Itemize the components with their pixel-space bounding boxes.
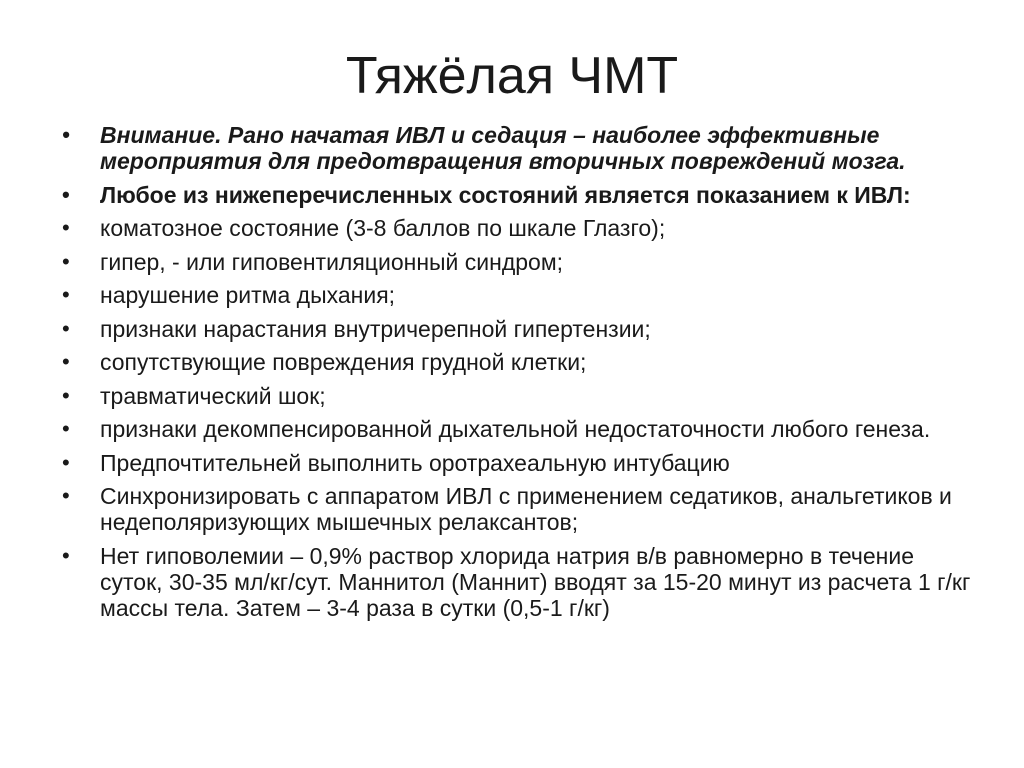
bullet-icon: •	[62, 416, 70, 441]
bullet-icon: •	[62, 282, 70, 307]
bullet-item	[62, 543, 982, 621]
bullet-item	[62, 416, 982, 442]
bullet-icon: •	[62, 181, 70, 207]
bullet-item	[62, 483, 982, 535]
bullet-icon: •	[62, 449, 70, 475]
bullet-item	[62, 383, 982, 409]
bullet-item-warning	[62, 122, 982, 174]
bullet-text: признаки декомпенсированной дыхательной недостаточности любого генеза.	[100, 416, 931, 442]
bullet-icon: •	[62, 315, 70, 341]
bullet-icon: •	[62, 122, 70, 147]
bullet-text: коматозное состояние (3-8 баллов по шкале Глазго);	[100, 215, 666, 241]
bullet-item	[62, 349, 982, 375]
bullet-item-indications	[62, 182, 982, 208]
bullet-text: травматический шок;	[100, 382, 326, 409]
bullet-list	[62, 122, 982, 628]
bullet-icon: •	[62, 483, 70, 508]
bullet-icon: •	[62, 215, 70, 240]
bullet-text: Синхронизировать с аппаратом ИВЛ с применением седатиков, анальгетиков и недеполяризующих мышечных релаксантов;	[100, 483, 952, 535]
bullet-text: гипер, - или гиповентиляционный синдром;	[100, 248, 564, 275]
bullet-text: Внимание. Рано начатая ИВЛ и седация – наиболее эффективные мероприятия для предотвращения вторичных повреждений мозга.	[100, 122, 906, 174]
bullet-text: Предпочтительней выполнить оротрахеальную интубацию	[100, 449, 730, 476]
bullet-text: признаки нарастания внутричерепной гипертензии;	[100, 315, 651, 342]
bullet-icon: •	[62, 542, 70, 568]
bullet-item	[62, 215, 982, 241]
bullet-icon: •	[62, 248, 70, 274]
slide-title: Тяжёлая ЧМТ	[345, 47, 679, 105]
bullet-item	[62, 450, 982, 476]
bullet-text: сопутствующие повреждения грудной клетки;	[100, 349, 587, 375]
bullet-icon: •	[62, 382, 70, 408]
bullet-text: Нет гиповолемии – 0,9% раствор хлорида натрия в/в равномерно в течение суток, 30-35 мл/кг/сут. Маннитол (Маннит) вводят за 15-20 минут из расчета 1 г/кг массы тела. Затем – 3-4 раза в сутки (0,5-1 г/кг)	[100, 542, 971, 621]
bullet-item	[62, 316, 982, 342]
bullet-text: нарушение ритма дыхания;	[100, 282, 396, 308]
bullet-icon: •	[62, 349, 70, 374]
bullet-item	[62, 282, 982, 308]
bullet-item	[62, 249, 982, 275]
bullet-text: Любое из нижеперечисленных состояний является показанием к ИВЛ:	[100, 181, 911, 208]
